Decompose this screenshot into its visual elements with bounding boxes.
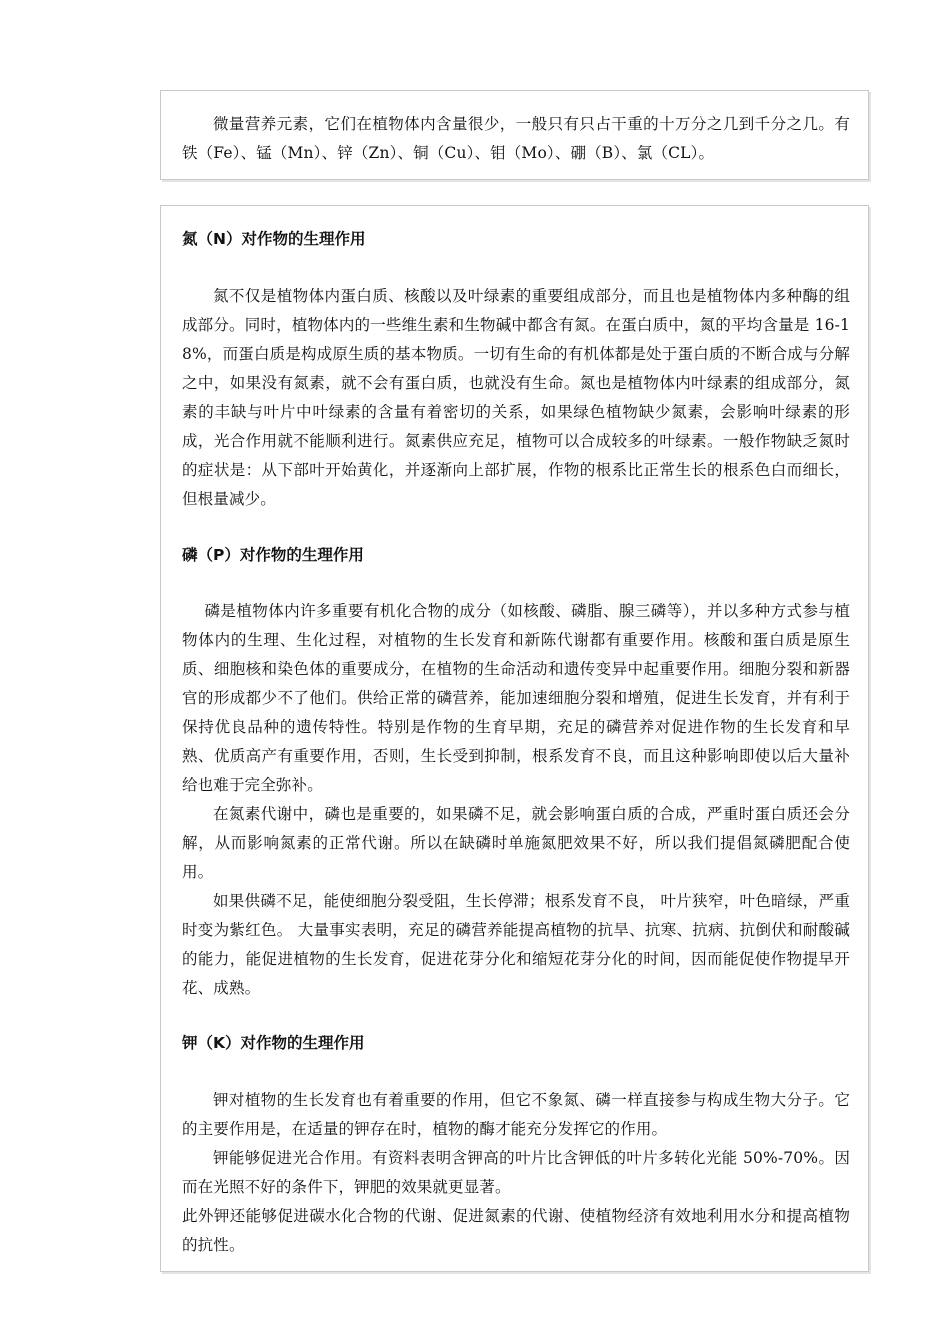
- phosphorus-paragraph-2: 在氮素代谢中，磷也是重要的，如果磷不足，就会影响蛋白质的合成，严重时蛋白质还会分解，从而影响氮素的正常代谢。所以在缺磷时单施氮肥效果不好，所以我们提倡氮磷肥配合使用。: [182, 805, 850, 881]
- potassium-heading: [182, 1028, 365, 1058]
- nitrogen-paragraph-1: 氮不仅是植物体内蛋白质、核酸以及叶绿素的重要组成部分，而且也是植物体内多种酶的组成部分。同时，植物体内的一些维生素和生物碱中都含有氮。在蛋白质中，氮的平均含量是 16-18%，而蛋白质是构成原生质的基本物质。一切有生命的有机体都是处于蛋白质的不断合成与分解之中，如果没有氮素，就不会有蛋白质，也就没有生命。氮也是植物体内叶绿素的组成部分，氮素的丰缺与叶片中叶绿素的含量有着密切的关系，如果绿色植物缺少氮素，会影响叶绿素的形成，光合作用就不能顺利进行。氮素供应充足，植物可以合成较多的叶绿素。一般作物缺乏氮时的症状是：从下部叶开始黄化，并逐渐向上部扩展，作物的根系比正常生长的根系色白而细长，但根量减少。: [182, 287, 850, 508]
- potassium-symbol: K: [213, 1034, 226, 1052]
- nutrients-box: [160, 205, 869, 1272]
- intro-box: [160, 90, 869, 180]
- phosphorus-paragraph-1: 磷是植物体内许多重要有机化合物的成分（如核酸、磷脂、腺三磷等），并以多种方式参与植物体内的生理、生化过程，对植物的生长发育和新陈代谢都有重要作用。核酸和蛋白质是原生质、细胞核和染色体的重要成分，在植物的生命活动和遗传变异中起重要作用。细胞分裂和新器官的形成都少不了他们。供给正常的磷营养，能加速细胞分裂和增殖，促进生长发育，并有利于保持优良品种的遗传特性。特别是作物的生育早期，充足的磷营养对促进作物的生长发育和早熟、优质高产有重要作用，否则，生长受到抑制，根系发育不良，而且这种影响即使以后大量补给也难于完全弥补。: [182, 602, 850, 794]
- potassium-paragraph-3: 此外钾还能够促进碳水化合物的代谢、促进氮素的代谢、使植物经济有效地利用水分和提高植物的抗性。: [182, 1207, 850, 1254]
- potassium-heading-prefix: 钾（: [182, 1033, 214, 1052]
- potassium-paragraph-1: 钾对植物的生长发育也有着重要的作用，但它不象氮、磷一样直接参与构成生物大分子。它的主要作用是，在适量的钾存在时，植物的酶才能充分发挥它的作用。: [182, 1091, 850, 1138]
- phosphorus-heading-suffix: ）对作物的生理作用: [224, 545, 364, 564]
- nitrogen-heading-prefix: 氮（: [182, 229, 214, 248]
- phosphorus-symbol: P: [213, 546, 225, 564]
- phosphorus-paragraph-3: 如果供磷不足，能使细胞分裂受阻，生长停滞；根系发育不良， 叶片狭窄，叶色暗绿，严重时变为紫红色。 大量事实表明，充足的磷营养能提高植物的抗旱、抗寒、抗病、抗倒伏和耐酸碱的能力，能促进植物的生长发育，促进花芽分化和缩短花芽分化的时间，因而能促使作物提早开花、成熟。: [182, 892, 850, 997]
- nitrogen-heading-suffix: ）对作物的生理作用: [226, 229, 366, 248]
- potassium-heading-suffix: ）对作物的生理作用: [225, 1033, 365, 1052]
- phosphorus-heading-prefix: 磷（: [182, 545, 214, 564]
- potassium-paragraph-2: 钾能够促进光合作用。有资料表明含钾高的叶片比含钾低的叶片多转化光能 50%-70%。因而在光照不好的条件下，钾肥的效果就更显著。: [182, 1149, 850, 1196]
- phosphorus-heading: [182, 540, 364, 570]
- intro-paragraph: 微量营养元素，它们在植物体内含量很少，一般只有只占干重的十万分之几到千分之几。有铁（Fe）、锰（Mn）、锌（Zn）、铜（Cu）、钼（Mo）、硼（B）、氯（CL）。: [182, 115, 850, 162]
- nitrogen-symbol: N: [213, 230, 226, 248]
- nitrogen-heading: [182, 224, 366, 254]
